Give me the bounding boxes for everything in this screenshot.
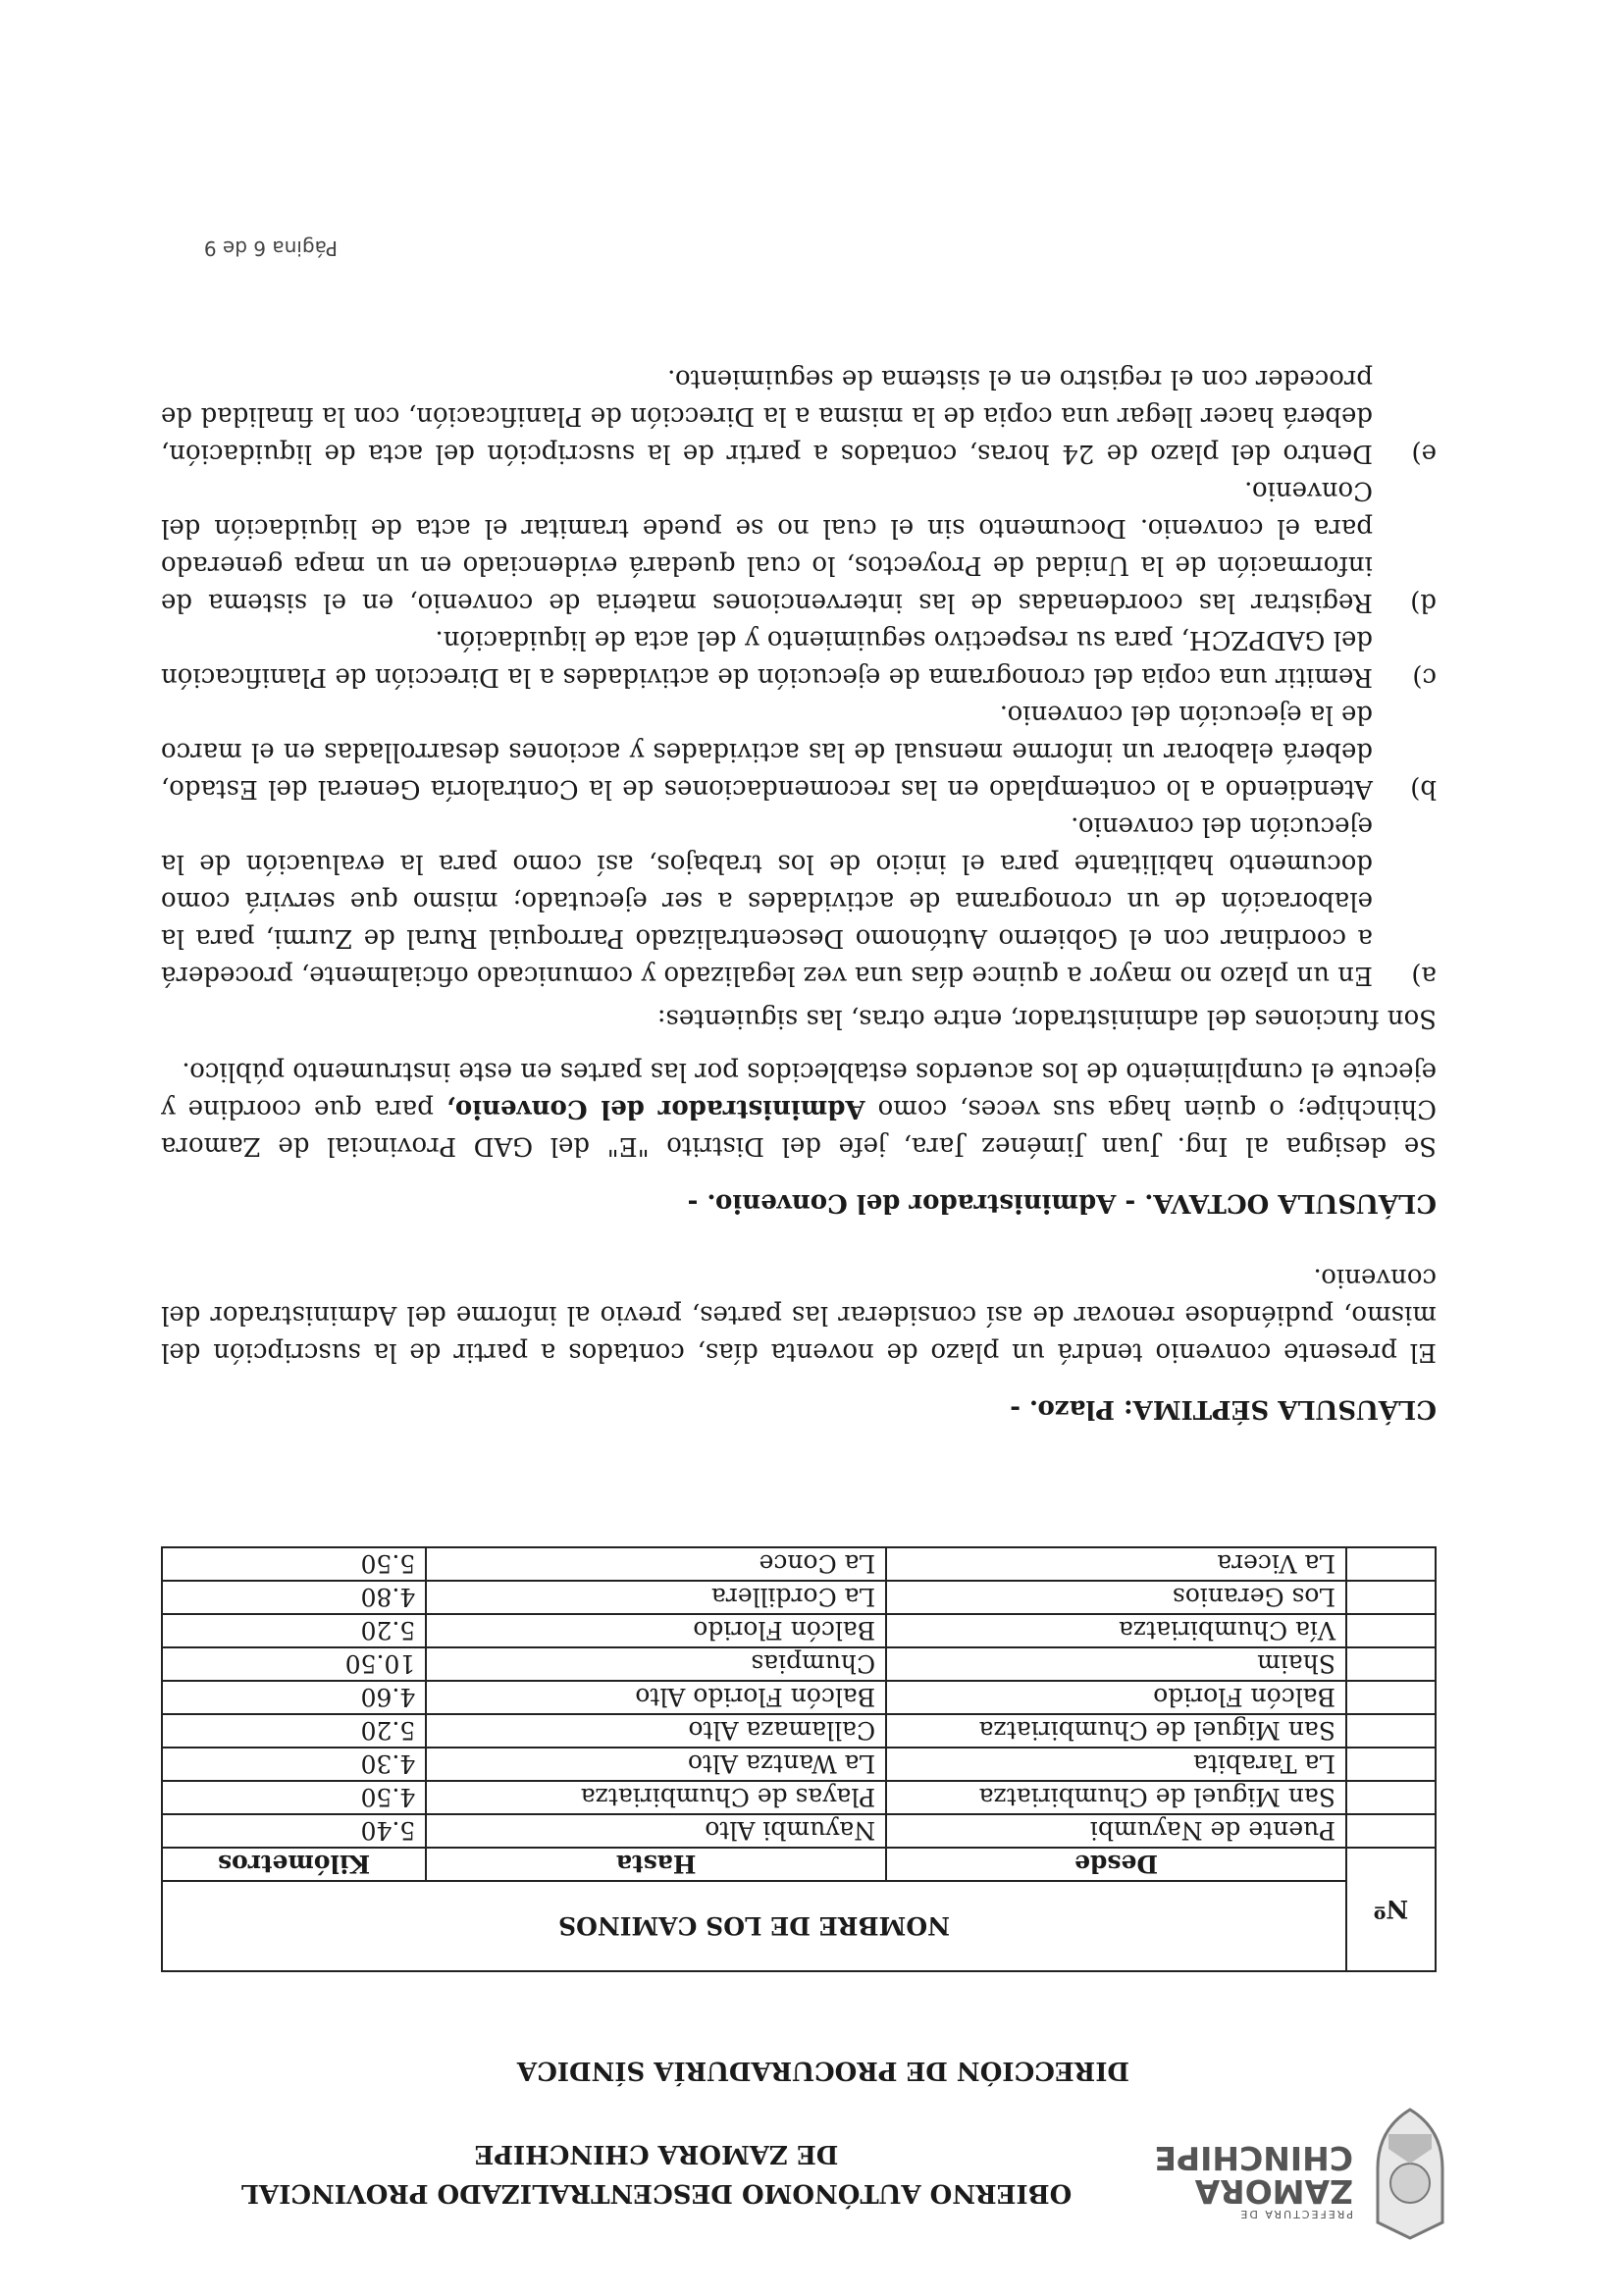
cell-no <box>1346 1814 1436 1848</box>
page-number: Página 6 de 9 <box>203 236 338 260</box>
cell-desde: Vía Chumbiriatza <box>886 1614 1346 1647</box>
cell-hasta: La Conce <box>426 1547 886 1581</box>
cell-no <box>1346 1614 1436 1647</box>
cell-desde: Puente de Nayumbi <box>886 1814 1346 1848</box>
list-letter: c) <box>1412 662 1437 692</box>
list-item <box>161 472 1437 621</box>
functions-intro: Son funciones del administrador, entre otras, las siguientes: <box>656 1004 1437 1033</box>
cell-desde: San Miguel de Chumbiriatza <box>886 1714 1346 1748</box>
cell-hasta: Callamaza Alto <box>426 1714 886 1748</box>
list-letter: d) <box>1410 588 1437 617</box>
roads-table <box>161 1546 1437 1972</box>
clause-seven-title: CLÁUSULA SÉPTIMA: Plazo. - <box>1010 1394 1437 1424</box>
table-row <box>162 1714 1436 1748</box>
organization-title <box>161 2134 1152 2213</box>
cell-km: 4.50 <box>162 1781 426 1814</box>
cell-hasta: La Cordillera <box>426 1581 886 1614</box>
cell-km: 10.50 <box>162 1647 426 1681</box>
table-row <box>162 1581 1436 1614</box>
functions-list <box>161 360 1437 994</box>
logo-line-2: CHINCHIPE <box>1154 2139 1353 2177</box>
cell-desde: Los Geranios <box>886 1581 1346 1614</box>
cell-km: 5.20 <box>162 1614 426 1647</box>
clause-eight-title: CLÁUSULA OCTAVA. - Administrador del Convenio. - <box>687 1188 1437 1218</box>
table-header-row <box>162 1881 1436 1971</box>
list-text: En un plazo no mayor a quince días una vez legalizado y comunicado oficialmente, procederá a coordinar con el Gobierno Autónomo Descentralizado Parroquial Rural de Zurmi, para la elaboración de un cronograma de actividades a ser ejecutado; mismo que servirá como documento habilitante para el inicio de los trabajos, así como para la evaluación de la ejecución del convenio. <box>161 811 1373 990</box>
cell-km: 4.60 <box>162 1681 426 1714</box>
clause-eight-bold: Administrador del Convenio, <box>445 1094 865 1123</box>
cell-hasta: La Wantza Alto <box>426 1748 886 1781</box>
cell-desde: San Miguel de Chumbiriatza <box>886 1781 1346 1814</box>
cell-km: 5.40 <box>162 1814 426 1848</box>
cell-km: 5.50 <box>162 1547 426 1581</box>
cell-hasta: Playas de Chumbiriatza <box>426 1781 886 1814</box>
list-item <box>161 621 1437 696</box>
table-row <box>162 1781 1436 1814</box>
cell-desde: La Vicera <box>886 1547 1346 1581</box>
logo-line-1: ZAMORA <box>1194 2172 1353 2211</box>
table-subheader-row <box>162 1848 1436 1881</box>
cell-desde: Balcón Florido <box>886 1681 1346 1714</box>
cell-no <box>1346 1547 1436 1581</box>
table-row <box>162 1748 1436 1781</box>
header-number: Nº <box>1346 1848 1436 1971</box>
cell-km: 4.80 <box>162 1581 426 1614</box>
clause-eight-paragraph <box>161 1053 1437 1165</box>
header-road-names: NOMBRE DE LOS CAMINOS <box>162 1881 1346 1971</box>
clause-seven-text: El presente convenio tendrá un plazo de noventa días, contados a partir de la suscripción del mismo, pudiéndose renovar de así considerar las partes, previo al informe del Administrador del convenio. <box>161 1263 1437 1367</box>
cell-desde: La Tarabita <box>886 1748 1346 1781</box>
clause-eight <box>161 360 1437 1222</box>
header-desde: Desde <box>886 1848 1346 1881</box>
cell-hasta: Balcón Florido Alto <box>426 1681 886 1714</box>
org-title-line-1: OBIERNO AUTÓNOMO DESCENTRALIZADO PROVINCIAL <box>240 2178 1073 2208</box>
cell-no <box>1346 1647 1436 1681</box>
cell-no <box>1346 1681 1436 1714</box>
org-title-line-2: DE ZAMORA CHINCHIPE <box>474 2139 839 2168</box>
list-item <box>161 360 1437 472</box>
list-letter: e) <box>1411 439 1437 468</box>
cell-no <box>1346 1714 1436 1748</box>
cell-no <box>1346 1781 1436 1814</box>
list-item <box>161 696 1437 808</box>
department-title: DIRECCIÓN DE PROCURADURÍA SÍNDICA <box>517 2056 1130 2085</box>
clause-eight-text-a: Se designa al Ing. Juan Jiménez Jara, jefe del Distrito "E" del GAD Provincial de Zamora Chinchipe; o quien haga sus veces, como <box>161 1094 1437 1161</box>
header-km: Kilómetros <box>162 1848 426 1881</box>
table-row <box>162 1547 1436 1581</box>
cell-km: 4.30 <box>162 1748 426 1781</box>
cell-hasta: Balcón Florido <box>426 1614 886 1647</box>
list-text: Registrar las coordenadas de las intervenciones materia de convenio, en el sistema de información de la Unidad de Proyectos, lo cual quedará evidenciado en un mapa generado para el convenio. Documento sin el cual no se puede tramitar el acta de liquidación del Convenio. <box>161 476 1373 617</box>
list-text: Atendiendo a lo contemplado en las recomendaciones de la Contraloría General del Estado, deberá elaborar un informe mensual de las actividades y acciones desarrolladas en el marco de la ejecución del convenio. <box>161 700 1373 804</box>
cell-no <box>1346 1581 1436 1614</box>
list-item <box>161 808 1437 994</box>
table-row <box>162 1814 1436 1848</box>
table-row <box>162 1681 1436 1714</box>
logo-small-text: PREFECTURA DE <box>1238 2208 1353 2220</box>
crest-icon <box>1363 2105 1456 2242</box>
cell-desde: Shaim <box>886 1647 1346 1681</box>
letterhead <box>151 2080 1456 2252</box>
list-letter: a) <box>1411 961 1437 990</box>
clause-seven <box>161 1259 1437 1428</box>
list-text: Dentro del plazo de 24 horas, contados a partir de la suscripción del acta de liquidación, deberá hacer llegar una copia de la misma a la Dirección de Planificación, con la finalidad de proceder con el registro en el sistema de seguimiento. <box>161 364 1373 468</box>
cell-no <box>1346 1748 1436 1781</box>
table-row <box>162 1647 1436 1681</box>
list-letter: b) <box>1410 774 1437 804</box>
cell-km: 5.20 <box>162 1714 426 1748</box>
cell-hasta: Chumpias <box>426 1647 886 1681</box>
clause-eight-text-b: para que coordine y ejecute el cumplimiento de los acuerdos establecidos por las partes en este instrumento público. <box>160 1057 1437 1123</box>
list-text: Remitir una copia del cronograma de ejecución de actividades a la Dirección de Planificación del GADPZCH, para su respectivo seguimiento y del acta de liquidación. <box>161 625 1373 692</box>
cell-hasta: Nayumbi Alto <box>426 1814 886 1848</box>
header-hasta: Hasta <box>426 1848 886 1881</box>
table-row <box>162 1614 1436 1647</box>
prefecture-logo <box>1142 2105 1456 2242</box>
